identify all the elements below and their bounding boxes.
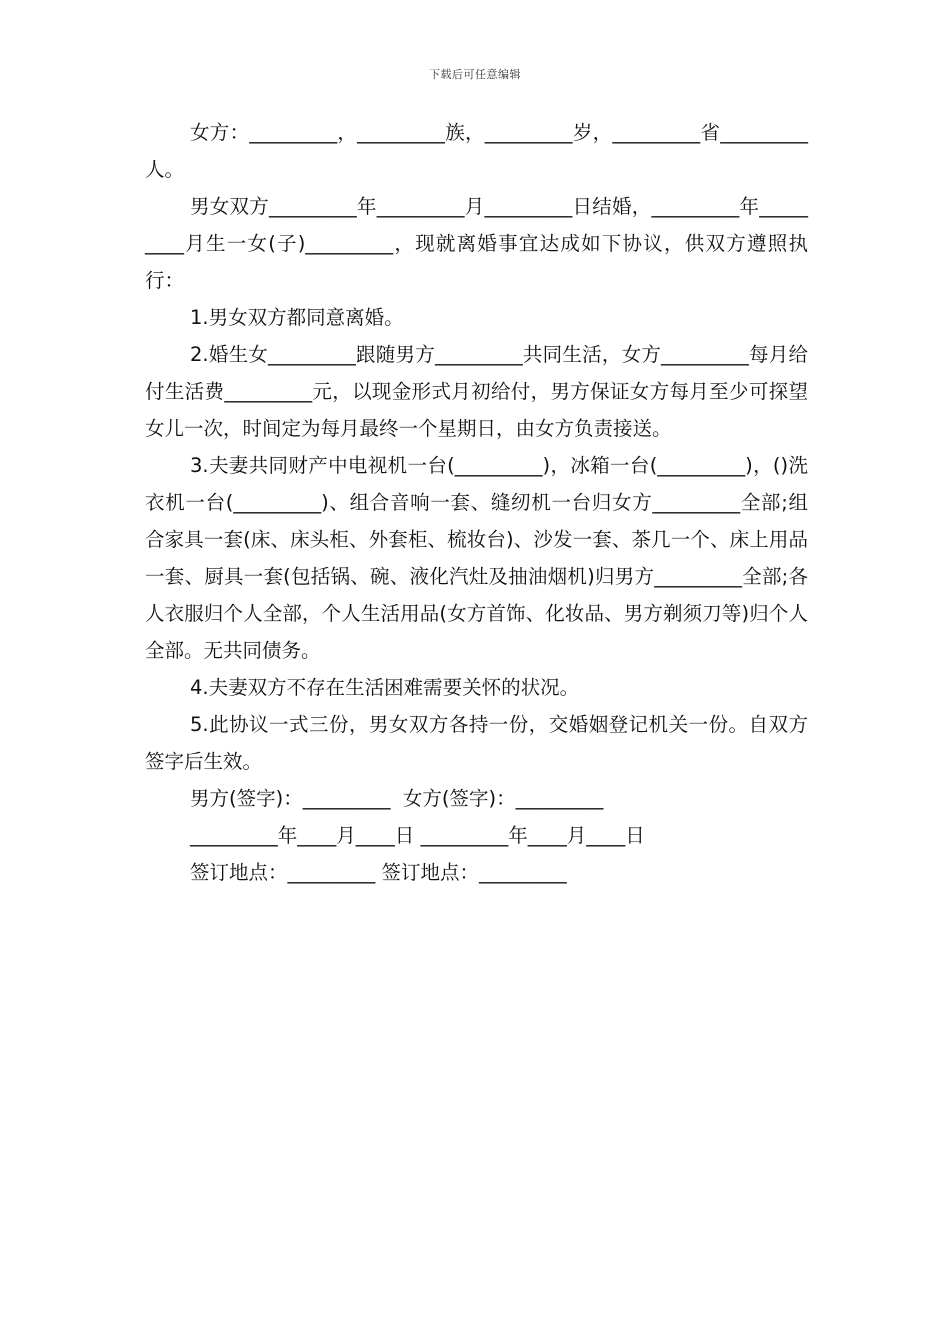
- clause-5: 5.此协议一式三份，男女双方各持一份，交婚姻登记机关一份。自双方签字后生效。: [145, 713, 808, 773]
- agreement-body: [145, 114, 808, 891]
- signature-line: 男方(签字)：_________ 女方(签字)：_________: [190, 787, 604, 810]
- clause-3: 3.夫妻共同财产中电视机一台(_________)，冰箱一台(_________)，()洗衣机一台(_________)、组合音响一套、缝纫机一台归女方_________全部;组合家具一套(床、床头柜、外套柜、梳妆台)、沙发一套、茶几一个、床上用品一套、厨具一套(包括锅、碗、液化汽灶及抽油烟机)归男方_________全部;各人衣服归个人全部，个人生活用品(女方首饰、化妆品、男方剃须刀等)归个人全部。无共同债务。: [145, 454, 808, 662]
- marriage-info-paragraph: 男女双方_________年_________月_________日结婚，_________年_________月生一女(子)_________，现就离婚事宜达成如下协议，供双方遵照执行：: [145, 195, 808, 292]
- female-info-paragraph: 女方：_________，_________族，_________岁，_________省_________人。: [145, 121, 808, 181]
- header-note: 下载后可任意编辑: [429, 68, 521, 81]
- clause-4: 4.夫妻双方不存在生活困难需要关怀的状况。: [190, 676, 580, 699]
- clause-2: 2.婚生女_________跟随男方_________共同生活，女方_________每月给付生活费_________元，以现金形式月初给付，男方保证女方每月至少可探望女儿一次，时间定为每月最终一个星期日，由女方负责接送。: [145, 343, 808, 440]
- signing-place-line: 签订地点：_________ 签订地点：_________: [190, 861, 567, 884]
- date-line: _________年____月____日 _________年____月____日: [190, 824, 645, 847]
- clause-1: 1.男女双方都同意离婚。: [190, 306, 404, 329]
